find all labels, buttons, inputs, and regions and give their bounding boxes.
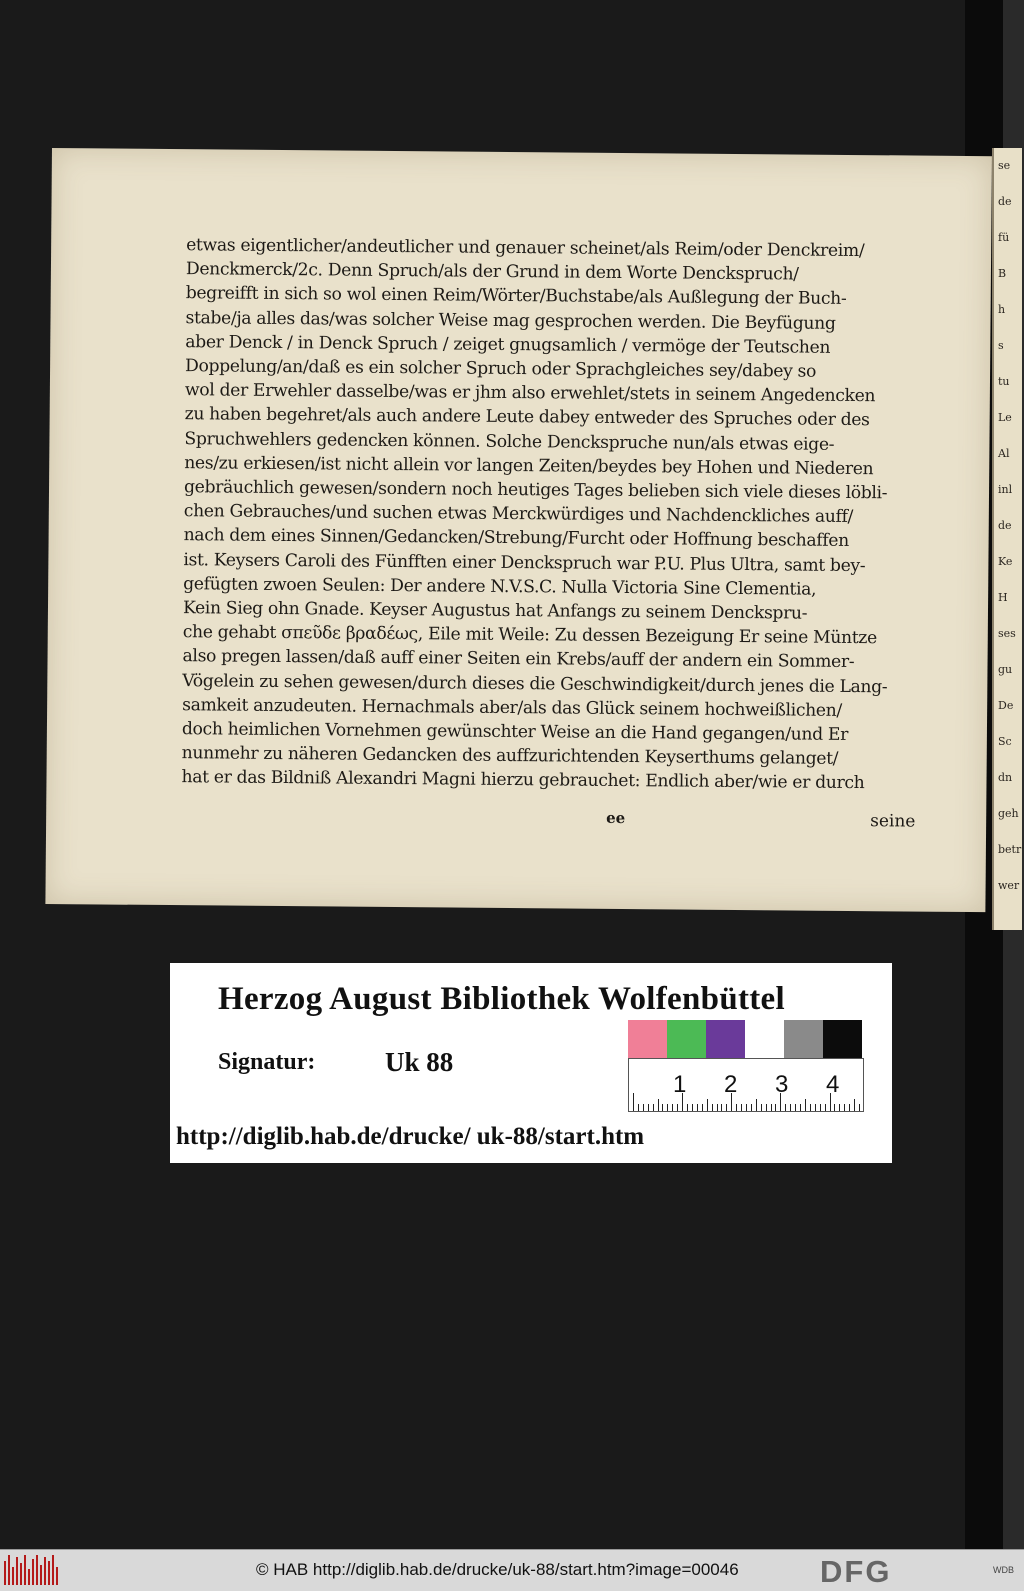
text-line: Kein Sieg ohn Gnade. Keyser Augustus hat Anfangs zu seinem Denckspru- <box>182 598 808 624</box>
color-patch <box>745 1020 784 1058</box>
ruler-tick <box>834 1104 835 1111</box>
barcode-bar <box>56 1567 58 1585</box>
text-line: gebräuchlich gewesen/sondern noch heutiges Tages belieben sich viele dieses löbli- <box>183 477 888 504</box>
book-page <box>45 148 992 912</box>
viewer-footer <box>0 1549 1024 1591</box>
ruler-tick <box>751 1104 752 1111</box>
text-line: zu haben begehret/als auch andere Leute dabey entweder des Spruches oder des <box>184 404 870 431</box>
barcode-bar <box>48 1561 50 1585</box>
ruler-tick <box>756 1099 757 1111</box>
next-page-fragment: tu <box>998 375 1010 388</box>
text-line: nes/zu erkiesen/ist nicht allein vor langen Zeiten/beydes bey Hohen und Niederen <box>184 452 874 480</box>
next-page-fragment: se <box>998 159 1011 172</box>
color-patch <box>667 1020 706 1058</box>
ruler-tick <box>746 1104 747 1111</box>
ruler-tick <box>805 1099 806 1111</box>
ruler-tick <box>849 1104 850 1111</box>
barcode-bar <box>8 1555 10 1585</box>
next-page-fragment: gu <box>998 663 1013 676</box>
text-line: Spruchwehlers gedencken können. Solche Denckspruche nun/als etwas eige- <box>184 428 835 455</box>
text-line: gefügten zwoen Seulen: Der andere N.V.S.C. Nulla Victoria Sine Clementia, <box>183 574 817 600</box>
signature-mark: ee <box>606 808 626 828</box>
next-page-fragment: geh <box>998 807 1019 820</box>
text-line: chen Gebrauches/und suchen etwas Merckwürdiges und Nachdenckliches auff/ <box>183 501 854 528</box>
page-text-block <box>181 233 934 796</box>
color-patch <box>706 1020 745 1058</box>
barcode-icon <box>4 1555 58 1585</box>
ruler-tick <box>766 1104 767 1111</box>
ruler-tick <box>662 1104 663 1111</box>
next-page-fragment: Sc <box>998 735 1012 748</box>
next-page-fragment: inl <box>998 483 1013 496</box>
next-page-fragment: h <box>998 303 1006 316</box>
next-page-fragment: fü <box>998 231 1010 244</box>
ruler-tick <box>820 1104 821 1111</box>
text-line: hat er das Bildniß Alexandri Magni hierzu gebrauchet: Endlich aber/wie er durch <box>181 767 865 794</box>
ruler-tick <box>667 1104 668 1111</box>
ruler-tick <box>775 1104 776 1111</box>
text-line: stabe/ja alles das/was solcher Weise mag gesprochen werden. Die Beyfügung <box>185 307 836 334</box>
barcode-bar <box>32 1559 34 1585</box>
next-page-fragment: de <box>998 519 1012 532</box>
ruler-tick <box>741 1104 742 1111</box>
ruler-tick <box>790 1104 791 1111</box>
ruler-tick <box>643 1104 644 1111</box>
ruler-tick <box>825 1104 826 1111</box>
barcode-bar <box>36 1555 38 1585</box>
next-page-fragment: de <box>998 195 1012 208</box>
next-page-fragment: Al <box>998 447 1010 460</box>
ruler-tick <box>658 1099 659 1111</box>
text-line: nach dem eines Sinnen/Gedancken/Strebung/Furcht oder Hoffnung beschaffen <box>183 525 849 552</box>
signatur-value: Uk 88 <box>385 1047 454 1077</box>
ruler-tick <box>844 1104 845 1111</box>
next-page-fragment: H <box>998 591 1008 604</box>
ruler-tick <box>672 1104 673 1111</box>
catchword: seine <box>870 811 916 832</box>
next-page-fragment: s <box>998 339 1004 352</box>
text-line: aber Denck / in Denck Spruch / zeiget gnugsamlich / vermöge der Teutschen <box>185 331 831 358</box>
library-label <box>170 963 892 1163</box>
ruler-tick <box>712 1104 713 1111</box>
next-page-fragment: Ke <box>998 555 1013 568</box>
color-patch <box>784 1020 823 1058</box>
text-line: Doppelung/an/daß es ein solcher Spruch oder Sprachgleiches sey/dabey so <box>185 356 817 382</box>
ruler-tick <box>692 1104 693 1111</box>
wdb-mark: WDB <box>993 1565 1014 1575</box>
ruler-tick <box>677 1104 678 1111</box>
text-line: samkeit anzudeuten. Hernachmals aber/als das Glück seinem hochweißlichen/ <box>182 695 842 721</box>
barcode-bar <box>40 1565 42 1585</box>
ruler-tick <box>638 1104 639 1111</box>
barcode-bar <box>12 1567 14 1585</box>
ruler-tick <box>717 1104 718 1111</box>
ruler-tick <box>795 1104 796 1111</box>
next-page-fragment: De <box>998 699 1014 712</box>
ruler-tick <box>648 1104 649 1111</box>
ruler-tick <box>839 1104 840 1111</box>
ruler-tick <box>785 1104 786 1111</box>
ruler-tick <box>800 1104 801 1111</box>
barcode-bar <box>52 1555 54 1585</box>
ruler-tick <box>859 1104 860 1111</box>
library-title: Herzog August Bibliothek Wolfenbüttel <box>218 981 785 1017</box>
ruler-tick <box>810 1104 811 1111</box>
barcode-bar <box>24 1555 26 1585</box>
ruler-number: 1 <box>673 1071 687 1098</box>
text-line: Denckmerck/2c. Denn Spruch/als der Grund in dem Worte Denckspruch/ <box>185 259 799 285</box>
ruler-tick <box>771 1104 772 1111</box>
text-line: etwas eigentlicher/andeutlicher und genauer scheinet/als Reim/oder Denckreim/ <box>186 235 865 262</box>
text-line: che gehabt σπεῦδε βραδέως, Eile mit Weile: Zu dessen Bezeigung Er seine Müntze <box>182 622 877 649</box>
text-line: nunmehr zu näheren Gedancken des auffzurichtenden Keyserthums gelanget/ <box>181 743 839 770</box>
barcode-bar <box>20 1563 22 1585</box>
next-page-fragment: dn <box>998 771 1013 784</box>
ruler-tick <box>815 1104 816 1111</box>
next-page-fragment: betr <box>998 843 1022 856</box>
barcode-bar <box>44 1557 46 1585</box>
ruler-tick <box>726 1104 727 1111</box>
ruler-tick <box>697 1104 698 1111</box>
text-line: wol der Erwehler dasselbe/was er jhm also erwehlet/stets in seinem Angedencken <box>184 380 876 407</box>
ruler-number: 4 <box>826 1071 840 1098</box>
ruler-tick <box>687 1104 688 1111</box>
ruler-tick <box>707 1099 708 1111</box>
next-page-fragment: Le <box>998 411 1012 424</box>
measurement-ruler <box>628 1058 864 1112</box>
text-line: begreifft in sich so wol einen Reim/Wörter/Buchstabe/als Außlegung der Buch- <box>185 283 847 310</box>
text-line: ist. Keysers Caroli des Fünfften einer Denckspruch war P.U. Plus Ultra, samt bey- <box>183 549 866 576</box>
ruler-tick <box>702 1104 703 1111</box>
ruler-number: 2 <box>724 1071 738 1098</box>
ruler-tick <box>736 1104 737 1111</box>
text-line: doch heimlichen Vornehmen gewünschter Weise an die Hand gegangen/und Er <box>181 719 849 746</box>
signatur-label: Signatur: <box>218 1049 316 1075</box>
next-page-fragment: B <box>998 267 1007 280</box>
next-page-fragment: ses <box>998 627 1016 640</box>
barcode-bar <box>16 1557 18 1585</box>
barcode-bar <box>28 1569 30 1585</box>
ruler-tick <box>854 1099 855 1111</box>
color-calibration-bar <box>628 1020 862 1058</box>
ruler-tick <box>653 1104 654 1111</box>
dfg-logo: DFG <box>820 1554 892 1589</box>
barcode-bar <box>4 1561 6 1585</box>
next-page-edge <box>992 148 1022 930</box>
ruler-tick <box>721 1104 722 1111</box>
ruler-tick <box>633 1093 634 1111</box>
text-line: Vögelein zu sehen gewesen/durch dieses die Geschwindigkeit/durch jenes die Lang- <box>182 670 888 697</box>
text-line: also pregen lassen/daß auff einer Seiten ein Krebs/auff der andern ein Sommer- <box>182 646 855 673</box>
ruler-number: 3 <box>775 1071 789 1098</box>
color-patch <box>628 1020 667 1058</box>
next-page-fragment: wer <box>998 879 1020 892</box>
ruler-tick <box>761 1104 762 1111</box>
label-url: http://diglib.hab.de/drucke/ uk-88/start.htm <box>176 1123 645 1150</box>
copyright-url[interactable]: © HAB http://diglib.hab.de/drucke/uk-88/start.htm?image=00046 <box>256 1560 739 1579</box>
color-patch <box>823 1020 862 1058</box>
